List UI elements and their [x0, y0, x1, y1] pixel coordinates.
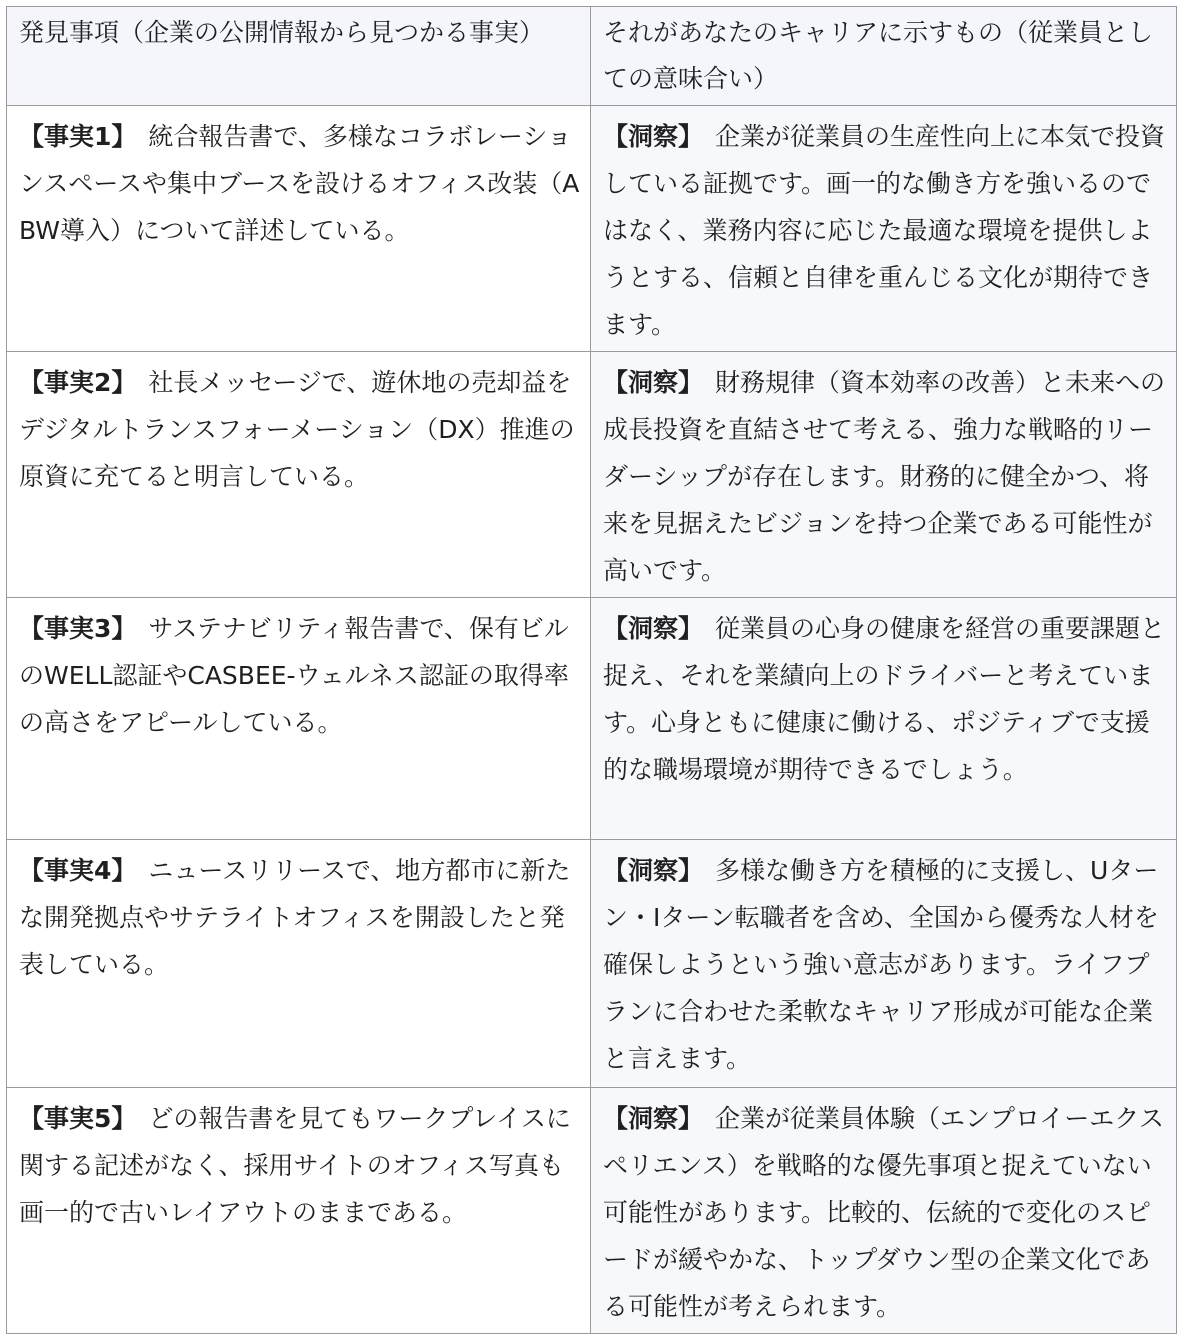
table-row — [7, 840, 1177, 1088]
fact-text: 統合報告書で、多様なコラボレーションスペースや集中ブースを設けるオフィス改装（ABW導入）について詳述している。 — [19, 122, 580, 245]
table-row — [7, 352, 1177, 598]
insight-text: 従業員の心身の健康を経営の重要課題と捉え、それを業績向上のドライバーと考えています。心身ともに健康に働ける、ポジティブで支援的な職場環境が期待できるでしょう。 — [603, 614, 1166, 784]
fact-label: 【事実1】 — [19, 122, 137, 151]
fact-label: 【事実3】 — [19, 614, 137, 643]
fact-cell — [7, 598, 591, 840]
insight-cell — [591, 106, 1177, 352]
fact-label: 【事実5】 — [19, 1104, 137, 1133]
fact-text: どの報告書を見てもワークプレイスに関する記述がなく、採用サイトのオフィス写真も画一的で古いレイアウトのままである。 — [19, 1104, 571, 1227]
fact-text: サステナビリティ報告書で、保有ビルのWELL認証やCASBEE-ウェルネス認証の取得率の高さをアピールしている。 — [19, 614, 569, 737]
insight-cell — [591, 352, 1177, 598]
fact-cell — [7, 1088, 591, 1334]
header-row — [7, 7, 1177, 106]
table-row — [7, 598, 1177, 840]
insight-text: 財務規律（資本効率の改善）と未来への成長投資を直結させて考える、強力な戦略的リーダーシップが存在します。財務的に健全かつ、将来を見据えたビジョンを持つ企業である可能性が高いです。 — [603, 368, 1166, 585]
fact-label: 【事実2】 — [19, 368, 137, 397]
fact-cell — [7, 352, 591, 598]
findings-table — [6, 6, 1177, 1334]
insight-cell — [591, 840, 1177, 1088]
insight-cell — [591, 1088, 1177, 1334]
fact-cell — [7, 840, 591, 1088]
insight-text: 多様な働き方を積極的に支援し、Uターン・Iターン転職者を含め、全国から優秀な人材を確保しようという強い意志があります。ライフプランに合わせた柔軟なキャリア形成が可能な企業と言えます。 — [603, 856, 1159, 1073]
table-row — [7, 1088, 1177, 1334]
fact-cell — [7, 106, 591, 352]
insight-label: 【洞察】 — [603, 856, 704, 885]
insight-label: 【洞察】 — [603, 614, 704, 643]
insight-label: 【洞察】 — [603, 368, 704, 397]
header-fact: 発見事項（企業の公開情報から見つかる事実） — [7, 7, 591, 106]
fact-text: 社長メッセージで、遊休地の売却益をデジタルトランスフォーメーション（DX）推進の原資に充てると明言している。 — [19, 368, 575, 491]
insight-text: 企業が従業員体験（エンプロイーエクスペリエンス）を戦略的な優先事項と捉えていない可能性があります。比較的、伝統的で変化のスピードが緩やかな、トップダウン型の企業文化である可能性が考えられます。 — [603, 1104, 1165, 1321]
table-row — [7, 106, 1177, 352]
insight-text: 企業が従業員の生産性向上に本気で投資している証拠です。画一的な働き方を強いるのではなく、業務内容に応じた最適な環境を提供しようとする、信頼と自律を重んじる文化が期待できます。 — [603, 122, 1166, 339]
insight-label: 【洞察】 — [603, 1104, 704, 1133]
fact-label: 【事実4】 — [19, 856, 137, 885]
insight-label: 【洞察】 — [603, 122, 704, 151]
insight-cell — [591, 598, 1177, 840]
header-insight: それがあなたのキャリアに示すもの（従業員としての意味合い） — [591, 7, 1177, 106]
fact-text: ニュースリリースで、地方都市に新たな開発拠点やサテライトオフィスを開設したと発表している。 — [19, 856, 571, 979]
